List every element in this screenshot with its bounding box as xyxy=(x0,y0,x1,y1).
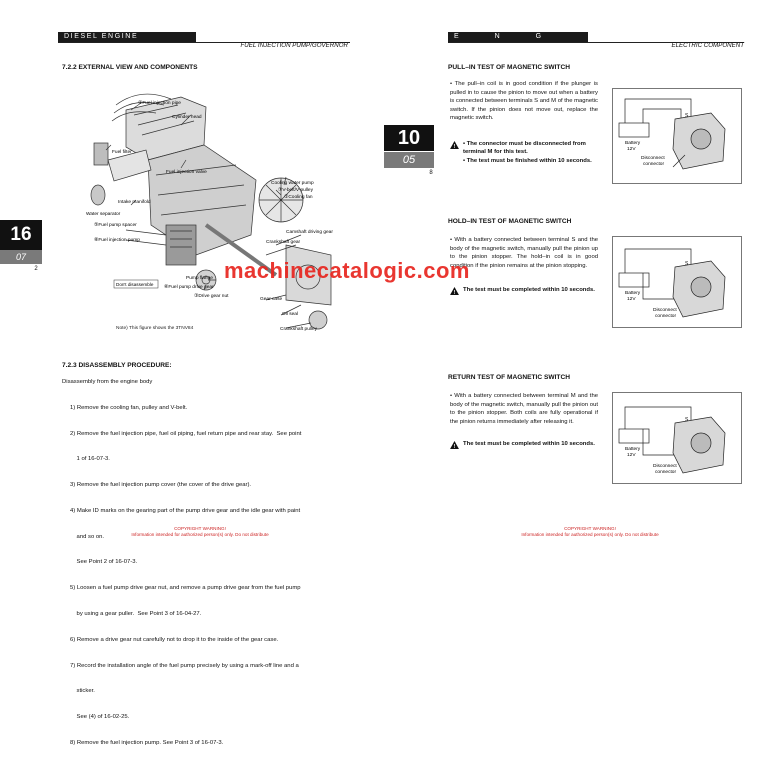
label-fuel-injection-pipe: ①Fuel injection pipe xyxy=(138,101,181,106)
left-header-subtitle: FUEL INJECTION PUMP/GOVERNOR xyxy=(240,42,348,49)
right-copyright-warning: COPYRIGHT WARNING! xyxy=(564,526,616,531)
step-line: 4) Make ID marks on the gearing part of the pump drive gear and the idle gear with paint xyxy=(70,507,301,514)
warning-icon xyxy=(450,141,459,149)
label-gear-case: Gear case xyxy=(260,297,283,302)
diagram-note: Note) This figure shows the 3TNV84 xyxy=(116,326,194,331)
label-disconnect: Disconnect xyxy=(641,156,665,161)
holdin-test-title: HOLD–IN TEST OF MAGNETIC SWITCH xyxy=(448,218,572,225)
holdin-warning-text: The test must be completed within 10 seconds. xyxy=(463,287,595,293)
warning-icon xyxy=(450,287,459,295)
label-connector: connector xyxy=(655,470,677,475)
step-line: 5) Loosen a fuel pump drive gear nut, and remove a pump drive gear from the fuel pump xyxy=(70,585,301,592)
return-wiring-figure xyxy=(612,392,742,484)
label-battery: Battery xyxy=(625,447,641,452)
label-dont-disassemble: Don't disassemble xyxy=(116,282,154,287)
pullin-warning-2: • The test must be finished within 10 seconds. xyxy=(463,157,592,164)
section-external-view-title: 7.2.2 EXTERNAL VIEW AND COMPONENTS xyxy=(62,64,198,71)
return-warning-text: The test must be completed within 10 seconds. xyxy=(463,441,595,447)
pullin-test-title: PULL–IN TEST OF MAGNETIC SWITCH xyxy=(448,64,570,71)
left-page-number: 2 xyxy=(34,266,38,272)
step-line: sticker. xyxy=(70,688,95,695)
left-chapter-tab-number[interactable]: 16 xyxy=(0,220,42,250)
label-fuel-pump-drive-gear: ⑥Fuel pump drive gear xyxy=(164,285,214,290)
right-chapter-tab-section[interactable]: 05 xyxy=(384,152,434,168)
section-disassembly-title: 7.2.3 DISASSEMBLY PROCEDURE: xyxy=(62,362,172,369)
label-fuel-injection-pump: ⑧Fuel injection pump xyxy=(94,238,140,243)
step-line: 1) Remove the cooling fan, pulley and V-belt. xyxy=(70,404,188,411)
left-chapter-tab-section[interactable]: 07 xyxy=(0,250,42,264)
return-test-text: • With a battery connected between terminal M and the body of the magnetic switch, manually pull the pinion out to the pinion stopper. Both coils are fully operational if the pinion returns immediately after releasing it. xyxy=(450,393,598,425)
label-oil-seal: Oil seal xyxy=(282,312,298,317)
engine-exploded-diagram xyxy=(86,85,350,335)
pullin-wiring-figure xyxy=(612,88,742,184)
step-line: 7) Record the installation angle of the fuel pump precisely by using a mark-off line and a xyxy=(70,662,299,669)
warning-icon xyxy=(450,441,459,449)
step-line: See Point 2 of 16-07-3. xyxy=(70,559,138,566)
label-12v: 12V xyxy=(627,453,636,458)
engine-diagram-svg xyxy=(86,85,350,335)
right-page-number: 8 xyxy=(429,170,433,176)
label-cooling-fan: ①Cooling fan xyxy=(284,195,313,200)
step-line: by using a gear puller. See Point 3 of 16-04-27. xyxy=(70,611,202,618)
label-fuel-filter: Fuel filter xyxy=(112,150,132,155)
label-disconnect: Disconnect xyxy=(653,308,677,313)
label-terminal-s: S xyxy=(685,261,689,267)
pullin-test-text: • The pull–in coil is in good condition if the plunger is pulled in to cause the pinion to move out when a battery is connected between terminals S and M of the magnetic switch. If the pinion does not move out, replace the magnetic switch. xyxy=(450,81,599,122)
left-copyright-warning: COPYRIGHT WARNING! xyxy=(174,526,226,531)
step-line: 6) Remove a drive gear nut carefully not to drop it to the inside of the gear case. xyxy=(70,636,279,643)
svg-text:!: ! xyxy=(453,144,456,151)
step-line: See (4) of 16-02-25. xyxy=(70,714,130,721)
label-crankshaft-gear: Crankshaft gear xyxy=(266,240,301,245)
label-terminal-s: S xyxy=(685,417,689,423)
return-wiring-svg xyxy=(613,393,741,483)
label-pump-flange: Pump flange xyxy=(186,276,213,281)
label-12v: 12V xyxy=(627,297,636,302)
label-intake-manifold: Intake manifold xyxy=(118,200,151,205)
left-copyright-text: Information intended for authorized person(s) only. Do not distribute xyxy=(131,532,269,537)
holdin-warning xyxy=(450,286,598,295)
pullin-warning-1: • The connector must be disconnected from terminal M for this test. xyxy=(463,141,586,156)
return-test-title: RETURN TEST OF MAGNETIC SWITCH xyxy=(448,374,570,381)
label-connector: connector xyxy=(655,314,677,319)
site-watermark: machinecatalogic.com xyxy=(224,258,470,283)
label-crankshaft-pulley: Crankshaft pulley xyxy=(280,327,318,332)
label-cylinder-head: Cylinder head xyxy=(172,115,202,120)
left-header-title: DIESEL ENGINE 4TNV88/94L xyxy=(58,32,196,42)
label-v-belt-pulley: ⑦V-belt/V-pulley xyxy=(278,188,313,193)
holdin-wiring-svg xyxy=(613,237,741,327)
right-copyright-text: Information intended for authorized person(s) only. Do not distribute xyxy=(521,532,659,537)
step-line: 3) Remove the fuel injection pump cover (the cover of the drive gear). xyxy=(70,482,252,489)
step-line: and so on. xyxy=(70,533,105,540)
right-header-title: E N G I N E xyxy=(448,32,588,42)
label-camshaft-driving-gear: Camshaft driving gear xyxy=(286,230,333,235)
label-fuel-injection-valve: Fuel injection valve xyxy=(166,170,207,175)
holdin-test-text: • With a battery connected between terminal S and the body of the magnetic switch, manually pull the pinion up to the pinion stopper. The hold–in coil is in good condition if the pinion remains at the pinion stopping. xyxy=(450,237,598,269)
right-header-subtitle: ELECTRIC COMPONENT xyxy=(671,42,744,49)
pullin-warning xyxy=(450,140,598,165)
svg-text:!: ! xyxy=(453,444,456,451)
label-terminal-s: S xyxy=(685,113,689,119)
right-chapter-tab-number[interactable]: 10 xyxy=(384,125,434,151)
label-12v: 12V xyxy=(627,147,636,152)
label-battery: Battery xyxy=(625,291,641,296)
disassembly-steps xyxy=(62,387,352,765)
svg-text:!: ! xyxy=(453,290,456,297)
return-warning xyxy=(450,440,598,449)
label-water-separator: Water separator xyxy=(86,212,121,217)
label-drive-gear-nut: ③Drive gear nut xyxy=(194,294,229,299)
step-line: 1 of 16-07-3. xyxy=(70,456,110,463)
step-line: 8) Remove the fuel injection pump. See Point 3 of 16-07-3. xyxy=(70,739,224,746)
label-fuel-pump-spacer: ⑤Fuel pump spacer xyxy=(94,223,137,228)
disassembly-intro: Disassembly from the engine body xyxy=(62,379,153,385)
holdin-wiring-figure xyxy=(612,236,742,328)
label-disconnect: Disconnect xyxy=(653,464,677,469)
disassembly-procedure xyxy=(62,378,352,765)
right-copyright xyxy=(490,526,690,538)
label-connector: connector xyxy=(643,162,665,167)
label-cooling-water-pump: Cooling water pump xyxy=(271,181,314,186)
pullin-wiring-svg xyxy=(613,89,741,183)
left-copyright xyxy=(100,526,300,538)
label-battery: Battery xyxy=(625,141,641,146)
step-line: 2) Remove the fuel injection pipe, fuel oil piping, fuel return pipe and rear stay. See point xyxy=(70,430,302,437)
